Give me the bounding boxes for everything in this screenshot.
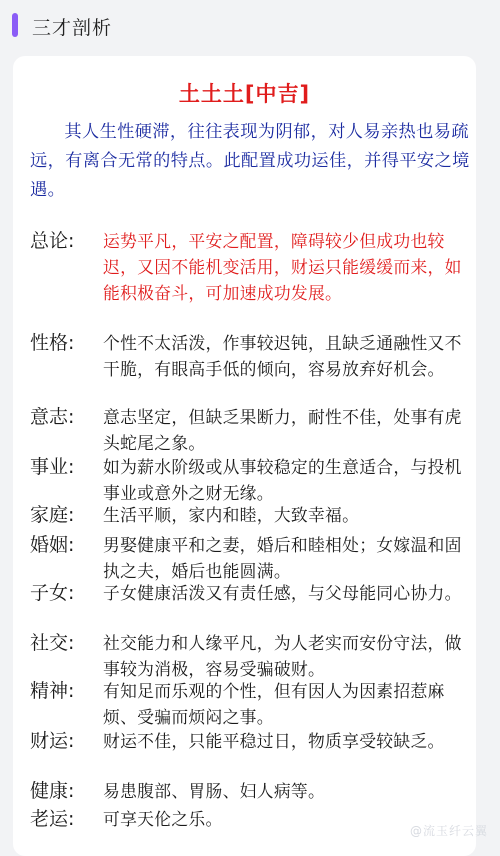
row-text: 意志坚定，但缺乏果断力，耐性不佳，处事有虎头蛇尾之象。	[103, 404, 469, 456]
row-label: 健康:	[30, 778, 74, 804]
row-label: 子女:	[30, 580, 74, 606]
row-label: 意志:	[30, 404, 74, 430]
row-text: 子女健康活泼又有责任感，与父母能同心协力。	[103, 580, 469, 606]
row-text: 可享天伦之乐。	[103, 806, 469, 832]
row-label: 性格:	[30, 330, 74, 356]
row-text: 生活平顺，家内和睦，大致幸福。	[103, 502, 469, 528]
row-text: 个性不太活泼，作事较迟钝，且缺乏通融性又不干脆，有眼高手低的倾向，容易放弃好机会。	[103, 330, 469, 382]
watermark: @流玉纤云翼	[410, 822, 488, 839]
row-text: 财运不佳，只能平稳过日，物质享受较缺乏。	[103, 728, 469, 754]
row-label: 婚姻:	[30, 532, 74, 558]
row-text: 如为薪水阶级或从事较稳定的生意适合，与投机事业或意外之财无缘。	[103, 454, 469, 506]
row-text: 男娶健康平和之妻，婚后和睦相处；女嫁温和固执之夫，婚后也能圆满。	[103, 532, 469, 584]
row-label: 老运:	[30, 806, 74, 832]
row-label: 财运:	[30, 728, 74, 754]
row-text: 有知足而乐观的个性，但有因人为因素招惹麻烦、受骗而烦闷之事。	[103, 678, 469, 730]
row-label: 社交:	[30, 630, 74, 656]
row-label: 事业:	[30, 454, 74, 480]
section-title: 三才剖析	[32, 13, 112, 40]
row-label: 家庭:	[30, 502, 74, 528]
analysis-card	[13, 56, 476, 856]
section-header	[0, 0, 500, 50]
row-label: 精神:	[30, 678, 74, 704]
summary-text: 其人生性硬滞，往往表现为阴郁，对人易亲热也易疏远，有离合无常的特点。此配置成功运佳，并得平安之境遇。	[30, 118, 470, 205]
card-title: 土土土[中吉]	[13, 78, 476, 108]
accent-bar	[12, 13, 18, 37]
row-text: 社交能力和人缘平凡，为人老实而安份守法，做事较为消极，容易受骗破财。	[103, 630, 469, 682]
row-text: 运势平凡，平安之配置，障碍较少但成功也较迟，又因不能机变活用，财运只能缓缓而来，如能积极奋斗，可加速成功发展。	[103, 228, 469, 306]
row-text: 易患腹部、胃肠、妇人病等。	[103, 778, 469, 804]
row-label: 总论:	[30, 228, 74, 254]
